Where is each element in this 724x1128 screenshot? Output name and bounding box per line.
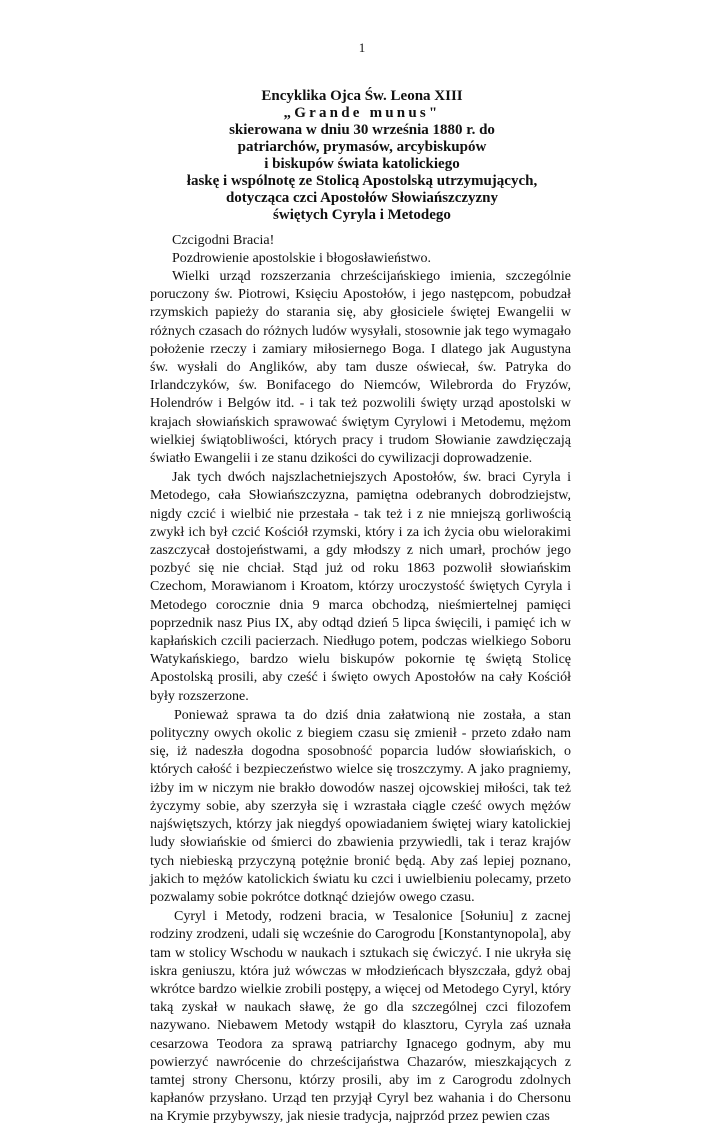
paragraph-1: Wielki urząd rozszerzania chrześcijańskiego imienia, szczególnie poruczony św. Piotrowi, Księciu Apostołów, i jego następcom, pobudzał rzymskich papieży do starania się, aby głosiciele świętej Ewangelii w różnych czasach do różnych ludów wysyłali, stosownie jak tego wymagało położenie rzeczy i zamiary miłosiernego Boga. I dlatego jak Augustyna św. wysłali do Anglików, aby tam dusze oświecał, św. Patryka do Irlandczyków, św. Bonifacego do Niemców, Wilebrorda do Fryzów, Holendrów i Belgów itd. - i tak też pozwolili święty urząd apostolski w krajach słowiańskich sprawować świętym Cyrylowi i Metodemu, mężom wielkiej świątobliwości, których pracy i trudom Słowianie zawdzięczają światło Ewangelii i ze stanu dzikości do cywilizacji doprowadzenie. <box>150 269 571 467</box>
title-line-6: łaskę i wspólnotę ze Stolicą Apostolską utrzymujących, <box>186 173 538 189</box>
title-line-5: i biskupów świata katolickiego <box>264 156 460 172</box>
salutation-line-2: Pozdrowienie apostolskie i błogosławieństwo. <box>172 251 431 266</box>
page-number: 1 <box>358 40 366 55</box>
title-line-7: dotycząca czci Apostołów Słowiańszczyzny <box>225 190 499 206</box>
title-line-3: skierowana w dniu 30 września 1880 r. do <box>229 122 495 138</box>
salutation <box>172 232 431 268</box>
title-line-4: patriarchów, prymasów, arcybiskupów <box>237 139 487 155</box>
body-text <box>150 268 571 1128</box>
title-line-2: „Grande munus" <box>283 105 441 121</box>
title-line-1: Encyklika Ojca Św. Leona XIII <box>261 88 463 104</box>
encyclical-title <box>150 88 574 224</box>
paragraph-3: Ponieważ sprawa ta do dziś dnia załatwioną nie została, a stan polityczny owych okolic z biegiem czasu się zmienił - przeto zdało nam się, iż nadeszła dogodna sposobność poparcia ludów słowiańskich, o których całość i bezpieczeństwo wielce się troszczymy. A jako pragniemy, iżby im w niczym nie brakło dowodów naszej ojcowskiej miłości, tak też życzymy sobie, aby szerzyła się i wzrastała ciągle cześć owych mężów najświętszych, którzy jak niegdyś opowiadaniem świętej wiary katolickiej ludy słowiańskie od śmierci do zbawienia przywiedli, tak i teraz krajów tych niebieską przyczyną potężnie bronić będą. Aby zaś lepiej poznano, jakich to mężów katolickich światu ku czci i uwielbieniu polecamy, przeto pozwalamy sobie pokrótce dotknąć dziejów owego czasu. <box>150 707 571 905</box>
title-line-8: świętych Cyryla i Metodego <box>273 207 451 223</box>
paragraph-2: Jak tych dwóch najszlachetniejszych Apostołów, św. braci Cyryla i Metodego, cała Słowiańszczyzna, pamiętna odebranych dobrodziejstw, nigdy czcić i wielbić nie przestała - tak też i z nie mniejszą gorliwością zwykł ich był czcić Kościół rzymski, który i za ich życia obu wielorakimi zaszczycał dostojeństwami, a gdy młodszy z nich umarł, prochów jego pozbyć się nie chciał. Stąd już od roku 1863 pozwolił słowiańskim Czechom, Morawianom i Kroatom, którzy uroczystość świętych Cyryla i Metodego corocznie dnia 9 marca obchodzą, nieśmiertelnej pamięci poprzednik nasz Pius IX, aby odtąd dzień 5 lipca święcili, i pamięć ich w kapłańskich czcili pacierzach. Niedługo potem, podczas wielkiego Soboru Watykańskiego, bardzo wielu biskupów pokornie tę świętą Stolicę Apostolską prosili, aby cześć i święto owych Apostołów na cały Kościół były rozszerzone. <box>150 470 571 704</box>
paragraph-4: Cyryl i Metody, rodzeni bracia, w Tesalonice [Sołuniu] z zacnej rodziny zrodzeni, udali się wcześnie do Carogrodu [Konstantynopola], aby tam w stolicy Wschodu w naukach i sztukach się ćwiczyć. I nie ukryła się iskra geniuszu, która już wówczas w młodzieńcach błyszczała, gdyż obaj wkrótce bardzo wielkie zrobili postępy, a więcej od Metodego Cyryl, który taką zyskał w naukach sławę, że go dla szczególnej czci filozofem nazywano. Niebawem Metody wstąpił do klasztoru, Cyryla zaś uznała cesarzowa Teodora za sprawą patriarchy Ignacego godnym, aby mu powierzyć nawrócenie do chrześcijaństwa Chazarów, mieszkających z tamtej strony Chersonu, którzy prosili, aby im z Carogrodu zdolnych kapłanów przysłano. Urząd ten przyjął Cyryl bez wahania i do Chersonu na Krymie przybywszy, jak niesie tradycja, najprzód przez pewien czas <box>150 909 571 1125</box>
salutation-line-1: Czcigodni Bracia! <box>172 233 275 248</box>
